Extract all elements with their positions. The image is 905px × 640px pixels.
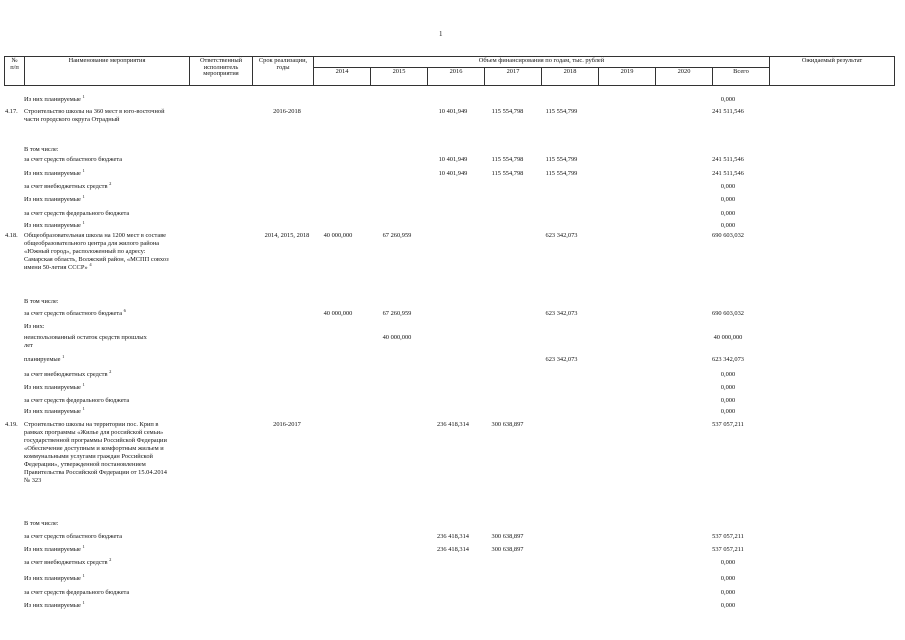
row-name xyxy=(24,543,85,554)
row-total: 0,000 xyxy=(720,602,736,609)
header-executor: Ответственный исполнитель мероприятия xyxy=(190,57,253,86)
row-name-text: за счет средств областного бюджета xyxy=(24,310,123,317)
footnote-marker: 1 xyxy=(82,93,85,99)
row-name xyxy=(24,368,112,379)
row-value-2017: 115 554,798 xyxy=(491,156,524,163)
row-total: 241 511,546 xyxy=(712,108,744,115)
row-total: 623 342,073 xyxy=(712,356,744,363)
row-name xyxy=(24,219,85,230)
header-year: 2019 xyxy=(599,68,656,86)
row-name-text: планируемые xyxy=(24,356,61,363)
row-number: 4.19. xyxy=(5,421,18,428)
row-total: 0,000 xyxy=(720,371,736,378)
footnote-marker: 1 xyxy=(82,219,85,225)
row-name xyxy=(24,93,85,104)
row-total: 40 000,000 xyxy=(713,334,743,341)
row-name xyxy=(24,232,174,272)
row-total: 0,000 xyxy=(720,397,736,404)
row-value-2016: 236 418,314 xyxy=(437,533,469,540)
row-value-2015: 67 260,959 xyxy=(382,310,412,317)
row-name-text: Из них планируемые xyxy=(24,575,81,582)
row-name xyxy=(24,599,85,610)
header-period: Срок реализации, годы xyxy=(253,57,314,86)
row-period: 2016-2018 xyxy=(273,108,301,115)
row-name-text: неиспользованный остаток средств прошлых лет xyxy=(24,334,147,349)
page-number: 1 xyxy=(439,30,443,38)
row-name xyxy=(24,572,85,583)
row-total: 0,000 xyxy=(720,559,736,566)
row-value-2017: 300 638,897 xyxy=(491,533,524,540)
row-name xyxy=(24,520,59,528)
row-name-text: Строительство школы на 360 мест в юго-восточной части городского округа Отрадный xyxy=(24,108,165,123)
row-name-text: Строительство школы на территории пос. Крип в рамках программы «Жилье для российской семьи» государственной программы Российской Федерации «Обеспечение доступным и комфортным жильем и коммунальными услугами граждан Российской Федерации», утвержденной постановлением Правительства Российской Федерации от 15.04.2014 № 323 xyxy=(24,421,167,484)
row-name xyxy=(24,108,174,124)
row-value-2018: 623 342,073 xyxy=(545,232,578,239)
row-value-2016: 10 401,949 xyxy=(438,108,468,115)
row-total: 0,000 xyxy=(720,210,736,217)
header-year: 2017 xyxy=(485,68,542,86)
row-value-2014: 40 000,000 xyxy=(323,310,353,317)
header-name: Наименование мероприятия xyxy=(25,57,190,86)
row-value-2016: 10 401,949 xyxy=(438,170,468,177)
row-name xyxy=(24,533,122,541)
row-name-text: Из них планируемые xyxy=(24,546,81,553)
row-name-text: Из них планируемые xyxy=(24,96,81,103)
header-result: Ожидаемый результат xyxy=(770,57,895,86)
row-value-2016: 10 401,949 xyxy=(438,156,468,163)
footnote-marker: 1 xyxy=(82,543,85,549)
header-year: 2020 xyxy=(656,68,713,86)
row-name-text: Из них планируемые xyxy=(24,384,81,391)
row-total: 690 603,032 xyxy=(712,232,744,239)
row-name-text: В том числе: xyxy=(24,520,59,527)
footnote-marker: 6 xyxy=(123,307,126,313)
row-total: 537 057,211 xyxy=(712,533,744,540)
row-name xyxy=(24,146,59,154)
row-name xyxy=(24,405,85,416)
row-period: 2014, 2015, 2018 xyxy=(264,232,310,239)
header-year: 2014 xyxy=(314,68,371,86)
row-name-text: В том числе: xyxy=(24,298,59,305)
row-name-text: за счет внебюджетных средств xyxy=(24,183,108,190)
row-number: 4.17. xyxy=(5,108,18,115)
footnote-marker: 2 xyxy=(109,368,112,374)
row-name-text: за счет средств областного бюджета xyxy=(24,533,123,540)
row-total: 0,000 xyxy=(720,196,736,203)
row-name xyxy=(24,180,112,191)
row-name-text: Из них планируемые xyxy=(24,222,81,229)
row-total: 241 511,546 xyxy=(712,170,744,177)
footnote-marker: 1 xyxy=(82,405,85,411)
footnote-marker: 1 xyxy=(82,599,85,605)
row-name-text: Общеобразовательная школа на 1200 мест в составе общеобразовательного центра для жилого района «Южный город», расположенный по адресу: Самарская область, Волжский район, «МСПП совхоз имени 50-летия СССР» xyxy=(24,232,169,271)
row-name xyxy=(24,298,59,306)
row-name xyxy=(24,353,65,364)
row-value-2016: 236 418,314 xyxy=(437,421,469,428)
row-value-2018: 115 554,799 xyxy=(545,170,578,177)
row-total: 0,000 xyxy=(720,589,736,596)
row-name-text: за счет средств федерального бюджета xyxy=(24,397,130,404)
header-num: № п/п xyxy=(5,57,25,86)
row-name-text: за счет средств областного бюджета xyxy=(24,156,123,163)
row-value-2018: 623 342,073 xyxy=(545,356,578,363)
row-name xyxy=(24,307,126,318)
row-name-text: Из них: xyxy=(24,323,45,330)
row-name xyxy=(24,334,154,350)
footnote-marker: 2 xyxy=(109,180,112,186)
footnote-marker: 4 xyxy=(89,261,92,267)
row-value-2015: 67 260,959 xyxy=(382,232,412,239)
row-name-text: за счет внебюджетных средств xyxy=(24,371,108,378)
row-total: 0,000 xyxy=(720,575,736,582)
row-value-2017: 300 638,897 xyxy=(491,546,524,553)
row-total: 241 511,546 xyxy=(712,156,744,163)
footnote-marker: 1 xyxy=(62,353,65,359)
row-total: 537 057,211 xyxy=(712,546,744,553)
row-total: 690 603,032 xyxy=(712,310,744,317)
row-name-text: Из них планируемые xyxy=(24,170,81,177)
row-total: 537 057,211 xyxy=(712,421,744,428)
row-name xyxy=(24,210,129,218)
row-name-text: В том числе: xyxy=(24,146,59,153)
row-total: 0,000 xyxy=(720,222,736,229)
row-total: 0,000 xyxy=(720,408,736,415)
row-name-text: Из них планируемые xyxy=(24,196,81,203)
row-name-text: Из них планируемые xyxy=(24,408,81,415)
footnote-marker: 2 xyxy=(109,556,112,562)
row-name xyxy=(24,397,129,405)
header-year: 2018 xyxy=(542,68,599,86)
row-value-2018: 115 554,799 xyxy=(545,156,578,163)
row-total: 0,000 xyxy=(720,183,736,190)
row-value-2017: 115 554,798 xyxy=(491,170,524,177)
header-year: 2016 xyxy=(428,68,485,86)
header-year: 2015 xyxy=(371,68,428,86)
footnote-marker: 1 xyxy=(82,572,85,578)
row-total: 0,000 xyxy=(720,96,736,103)
row-period: 2016-2017 xyxy=(273,421,301,428)
row-name xyxy=(24,381,85,392)
table-header xyxy=(4,56,895,86)
row-name-text: Из них планируемые xyxy=(24,602,81,609)
footnote-marker: 1 xyxy=(82,167,85,173)
row-name xyxy=(24,156,122,164)
row-number: 4.18. xyxy=(5,232,18,239)
row-name xyxy=(24,421,174,485)
row-name xyxy=(24,556,112,567)
row-name-text: за счет внебюджетных средств xyxy=(24,559,108,566)
footnote-marker: 1 xyxy=(82,193,85,199)
row-value-2017: 115 554,798 xyxy=(491,108,524,115)
row-value-2018: 115 554,799 xyxy=(545,108,578,115)
footnote-marker: 1 xyxy=(82,381,85,387)
header-volume: Объем финансирования по годам, тыс. рублей xyxy=(314,57,770,68)
row-value-2015: 40 000,000 xyxy=(382,334,412,341)
row-name xyxy=(24,193,85,204)
row-value-2018: 623 342,073 xyxy=(545,310,578,317)
row-name-text: за счет средств федерального бюджета xyxy=(24,589,130,596)
header-total: Всего xyxy=(713,68,770,86)
row-value-2017: 300 638,897 xyxy=(491,421,524,428)
row-name xyxy=(24,589,129,597)
row-total: 0,000 xyxy=(720,384,736,391)
row-value-2014: 40 000,000 xyxy=(323,232,353,239)
row-name xyxy=(24,323,45,331)
row-name-text: за счет средств федерального бюджета xyxy=(24,210,130,217)
row-name xyxy=(24,167,85,178)
row-value-2016: 236 418,314 xyxy=(437,546,469,553)
